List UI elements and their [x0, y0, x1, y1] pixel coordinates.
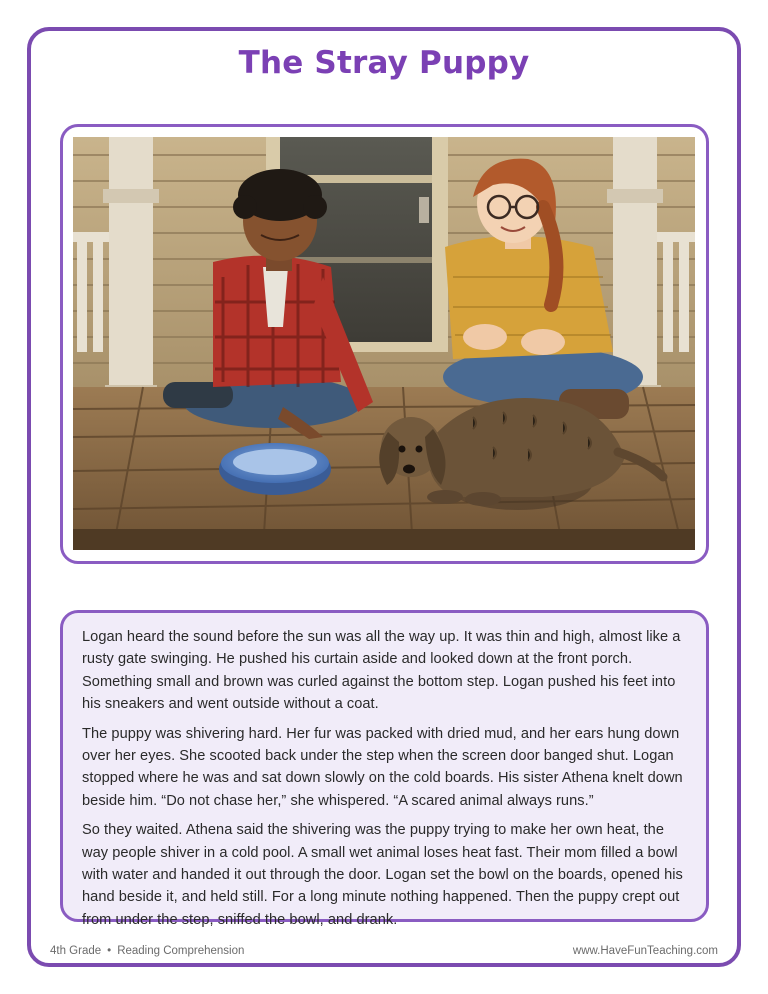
story-paragraph-3: So they waited. Athena said the shivering was the puppy trying to make her own heat, the way people shiver in a cold pool. A small wet animal loses heat fast. Their mom filled a bowl with water and handed it out through the door. Logan set the bowl on the boards, opened his hand beside it, and held still. For a long minute nothing happened. Then the puppy crept out from under the step, sniffed the bowl, and drank.	[82, 822, 683, 928]
story-paragraph-2: The puppy was shivering hard. Her fur was packed with dried mud, and her ears hung down over her eyes. She scooted back under the step when the screen door banged shut. Logan stopped where he was and sat down slowly on the cold boards. His sister Athena knelt down beside him. “Do not chase her,” she whispered. “A scared animal always runs.”	[82, 725, 683, 809]
footer-grade: 4th Grade	[50, 945, 102, 957]
porch-scene-image	[73, 137, 695, 550]
footer-subject: Reading Comprehension	[117, 945, 245, 957]
footer-grade-subject	[50, 945, 244, 957]
story-paragraph-1: Logan heard the sound before the sun was all the way up. It was thin and high, almost like a rusty gate swinging. He pushed his curtain aside and looked down at the front porch. Something small and brown was curled against the bottom step. Logan pushed his feet into his sneakers and went outside without a coat.	[82, 629, 681, 713]
worksheet-title: The Stray Puppy	[238, 45, 530, 81]
story-illustration	[73, 137, 695, 550]
footer-website: www.HaveFunTeaching.com	[572, 945, 718, 957]
story-text-box	[60, 610, 709, 928]
footer-bullet: •	[107, 945, 112, 957]
